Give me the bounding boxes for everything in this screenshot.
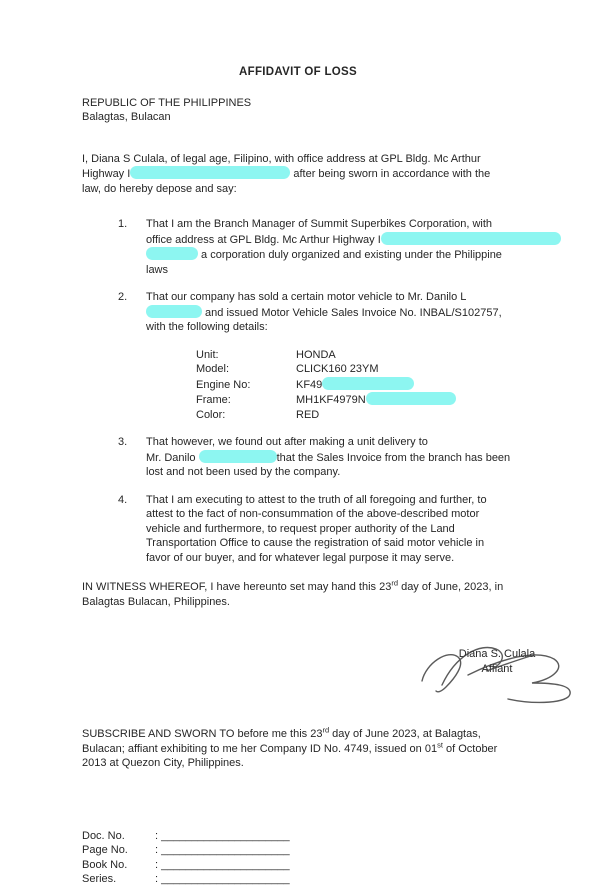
signature-role: Affiant [481, 662, 513, 675]
signature-scribble [408, 641, 578, 707]
notary-blank-line: : _____________________ [155, 873, 290, 885]
document-title: AFFIDAVIT OF LOSS [239, 66, 357, 78]
vehicle-details: Unit: HONDA Model: CLICK160 23YM Engine No: KF49 Frame: MH1KF4979N Color: RED [196, 348, 532, 423]
redaction-highlight [322, 377, 414, 390]
notary-label: Book No. [82, 858, 128, 871]
redaction-highlight [199, 450, 277, 463]
notary-row-book [82, 858, 532, 873]
item-text: That however, we found out after making a unit delivery to Mr. Danilo that the Sales Invoice from the branch has been lost and not been used by the company. [146, 436, 511, 478]
item-number: 1. [118, 218, 128, 230]
list-item-4 [118, 493, 532, 566]
notary-block [82, 829, 532, 887]
item-number: 3. [118, 436, 128, 448]
redaction-highlight [130, 166, 290, 179]
notary-label: Series. [82, 873, 117, 885]
list-item-1 [118, 217, 532, 277]
signature-block [412, 647, 582, 719]
redaction-highlight [146, 305, 202, 318]
notary-blank-line: : _____________________ [155, 829, 290, 842]
redaction-highlight [381, 232, 561, 245]
list-item-2 [118, 290, 532, 335]
notary-row-page [82, 843, 532, 858]
item-text: That our company has sold a certain motor vehicle to Mr. Danilo L and issued Motor Vehicle Sales Invoice No. INBAL/S102757, with the following details: [146, 291, 502, 333]
jurat-paragraph: SUBSCRIBE AND SWORN TO before me this 23rd day of June 2023, at Balagtas, Bulacan; affiant exhibiting to me her Company ID No. 4749, issued on 01st of October 2013 at Quezon City, Philippines. [82, 725, 498, 769]
item-number: 2. [118, 291, 128, 303]
redaction-highlight [366, 392, 456, 405]
notary-label: Doc. No. [82, 829, 125, 842]
item-number: 4. [118, 493, 128, 506]
republic-line: REPUBLIC OF THE PHILIPPINES [82, 96, 252, 109]
signature-name: Diana S. Culala [458, 648, 536, 660]
redaction-highlight [146, 247, 198, 260]
list-item-3 [118, 435, 532, 480]
item-text: That I am executing to attest to the truth of all foregoing and further, to attest to the fact of non-consummation of the above-described motor vehicle and furthermore, to request proper authority of the Land Transportation Office to cause the registration of said motor vehicle in favor of our buyer, and for whatever legal purpose it may serve. [146, 493, 487, 564]
notary-blank-line: : _____________________ [155, 858, 290, 871]
witness-paragraph: IN WITNESS WHEREOF, I have hereunto set may hand this 23rd day of June, 2023, in Balagtas Bulacan, Philippines. [82, 578, 504, 608]
affidavit-list [82, 217, 532, 565]
item-text: That I am the Branch Manager of Summit Superbikes Corporation, with office address at GPL Bldg. Mc Arthur Highway I a corporation duly organized and existing under the Philippine laws [146, 217, 561, 277]
notary-row-doc [82, 829, 532, 844]
document-header [82, 96, 532, 125]
province-line: Balagtas, Bulacan [82, 111, 171, 123]
notary-blank-line: : _____________________ [155, 844, 290, 856]
notary-row-series [82, 872, 532, 887]
intro-paragraph: I, Diana S Culala, of legal age, Filipino, with office address at GPL Bldg. Mc Arthur Highway I after being sworn in accordance with the law, do hereby depose and say: [82, 152, 491, 195]
notary-label: Page No. [82, 844, 128, 856]
